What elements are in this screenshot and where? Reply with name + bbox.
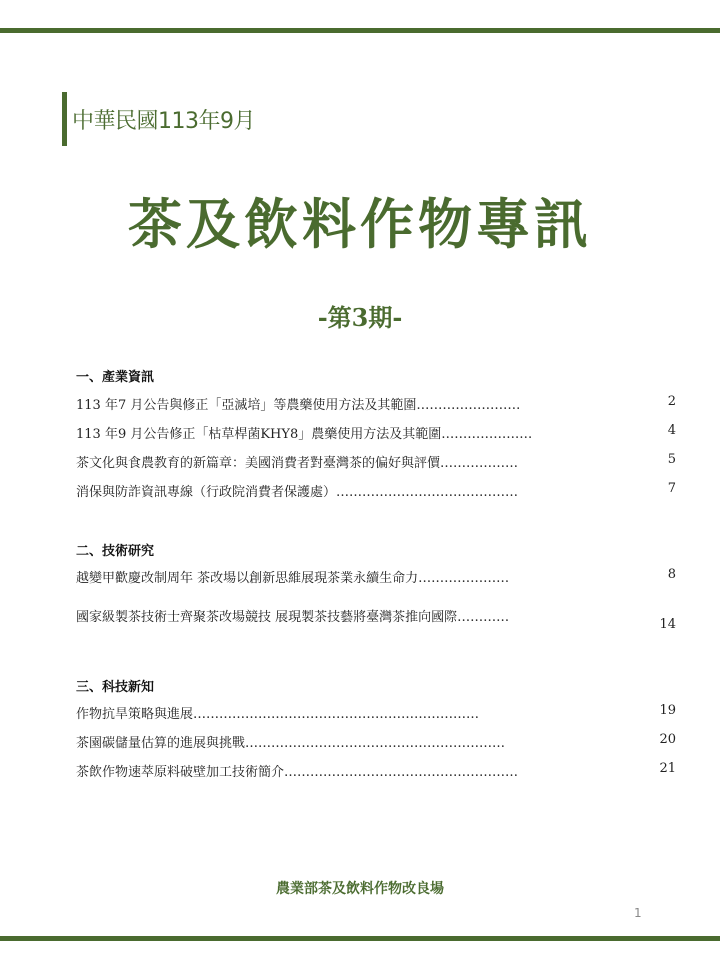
bottom-rule — [0, 936, 720, 941]
toc-item-page: 2 — [667, 394, 676, 409]
toc-item-text: 茶飲作物速萃原料破壁加工技術簡介……………………………………………… — [76, 765, 519, 780]
toc-item[interactable] — [76, 703, 676, 721]
toc-item-text: 茶文化與食農教育的新篇章：美國消費者對臺灣茶的偏好與評價……………… — [76, 456, 519, 471]
toc-item-page: 20 — [659, 732, 676, 747]
top-rule — [0, 28, 720, 33]
toc-item[interactable] — [76, 481, 676, 499]
issue-number: -第3期- — [317, 303, 403, 332]
toc-item-page: 7 — [667, 481, 676, 496]
toc-item[interactable] — [76, 761, 676, 779]
toc-item[interactable] — [76, 394, 676, 412]
newsletter-title: 茶及飲料作物專訊 — [128, 192, 592, 256]
date-accent-bar — [62, 92, 67, 146]
toc-item[interactable] — [76, 732, 676, 750]
section-title-industry: 一、產業資訊 — [76, 370, 155, 385]
page-number: 1 — [634, 906, 642, 920]
publication-date: 中華民國113年9月 — [72, 109, 255, 134]
toc-item-text: 國家級製茶技術士齊聚茶改場競技 展現製茶技藝將臺灣茶推向國際………… — [76, 610, 510, 625]
toc-item[interactable] — [76, 452, 676, 470]
section-title-research: 二、技術研究 — [76, 544, 155, 559]
toc-item-page: 14 — [659, 617, 676, 632]
toc-item-page: 19 — [659, 703, 676, 718]
toc-item-page: 8 — [667, 567, 676, 582]
toc-item-text: 消保與防詐資訊專線（行政院消費者保護處）…………………………………… — [76, 485, 519, 500]
toc-item-page: 21 — [659, 761, 676, 776]
toc-item[interactable] — [76, 423, 676, 441]
toc-item-text: 越變甲歡慶改制周年 茶改場以創新思維展現茶業永續生命力………………… — [76, 571, 510, 586]
toc-item-text: 113 年9 月公告修正「枯草桿菌KHY8」農藥使用方法及其範圍………………… — [76, 427, 533, 442]
toc-item-page: 4 — [667, 423, 676, 438]
section-title-knowledge: 三、科技新知 — [76, 680, 155, 695]
toc-item-text: 茶園碳儲量估算的進展與挑戰…………………………………………………… — [76, 736, 506, 751]
toc-item-text: 作物抗旱策略與進展………………………………………………………… — [76, 707, 480, 722]
toc-item[interactable] — [76, 567, 676, 585]
toc-item-text: 113 年7 月公告與修正「亞滅培」等農藥使用方法及其範圍…………………… — [76, 398, 521, 413]
toc-item-page: 5 — [667, 452, 676, 467]
publisher-organization: 農業部茶及飲料作物改良場 — [276, 881, 444, 897]
toc-item[interactable] — [76, 606, 676, 632]
